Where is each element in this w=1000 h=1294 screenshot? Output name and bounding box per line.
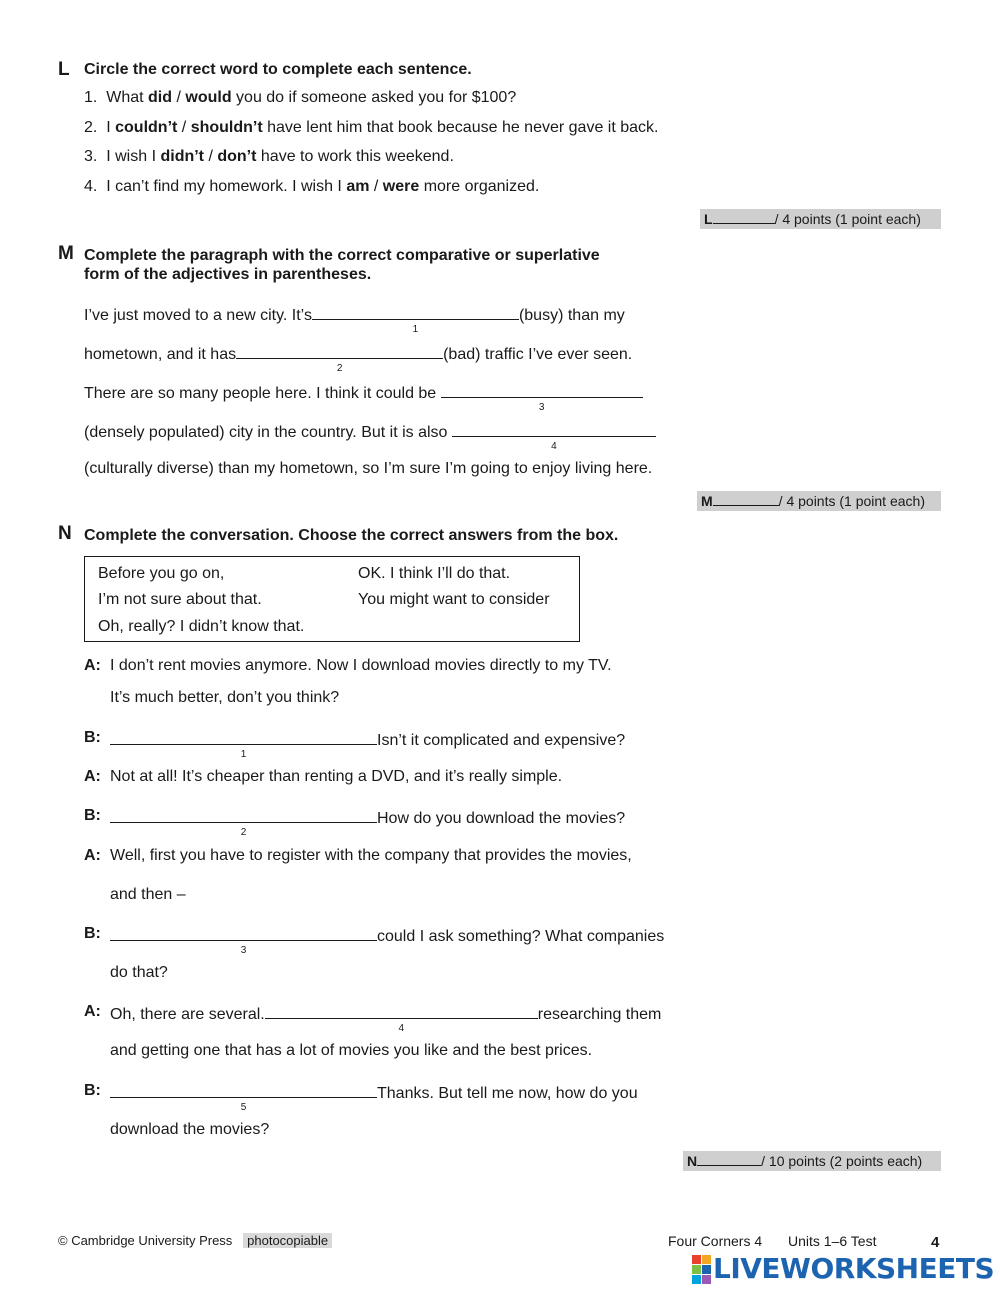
- blank-number: 4: [551, 441, 557, 452]
- score-text: / 4 points (1 point each): [774, 211, 921, 227]
- dialogue-a3-line1: Well, first you have to register with the company that provides the movies,: [110, 847, 632, 864]
- l-item-1: [84, 90, 516, 106]
- option-separator: /: [172, 89, 186, 106]
- item-number: 2.: [84, 119, 98, 136]
- item-number: 4.: [84, 178, 98, 195]
- item-post: have to work this weekend.: [256, 148, 454, 165]
- section-m-score: [697, 491, 941, 511]
- dialogue-a1-line1: I don’t rent movies anymore. Now I download movies directly to my TV.: [110, 657, 612, 674]
- dialogue-b1: [110, 730, 626, 760]
- footer-book-title: Four Corners 4: [668, 1233, 763, 1249]
- score-blank[interactable]: [713, 209, 775, 224]
- dialogue-a4-line2: and getting one that has a lot of movies you like and the best prices.: [110, 1042, 593, 1059]
- dialogue-text: How do you download the movies?: [377, 810, 626, 827]
- section-l-instruction: Circle the correct word to complete each sentence.: [84, 61, 472, 78]
- item-pre: I: [106, 119, 116, 136]
- item-pre: I wish I: [106, 148, 161, 165]
- dialogue-a4-line1: [110, 1004, 662, 1034]
- option-separator: /: [369, 178, 383, 195]
- item-post: have lent him that book because he never gave it back.: [262, 119, 659, 136]
- blank-number: 3: [538, 402, 545, 413]
- score-letter: N: [687, 1153, 698, 1169]
- section-n-score: [683, 1151, 941, 1171]
- paragraph-text: hometown, and it has: [84, 346, 237, 363]
- liveworksheets-logo-icon: [692, 1255, 711, 1284]
- speaker-b: B:: [84, 1082, 101, 1099]
- item-pre: I can’t find my homework. I wish I: [106, 178, 347, 195]
- footer-copyright: [58, 1234, 332, 1247]
- paragraph-text: There are so many people here. I think it could be: [84, 385, 441, 402]
- answer-blank-4[interactable]: [452, 422, 656, 452]
- box-option-oh-really[interactable]: Oh, really? I didn’t know that.: [98, 618, 305, 635]
- score-blank[interactable]: [697, 1151, 761, 1166]
- dialogue-a2: Not at all! It’s cheaper than renting a DVD, and it’s really simple.: [110, 768, 563, 785]
- item-number: 3.: [84, 148, 98, 165]
- l-item-3: [84, 149, 454, 165]
- answer-blank-n3[interactable]: [110, 926, 377, 956]
- m-line-2: [84, 344, 633, 374]
- speaker-b: B:: [84, 807, 101, 824]
- dialogue-text: Oh, there are several.: [110, 1006, 265, 1023]
- instruction-line-1: Complete the paragraph with the correct comparative or superlative: [84, 247, 600, 264]
- score-blank[interactable]: [713, 491, 779, 506]
- answer-blank-n4[interactable]: [265, 1004, 538, 1034]
- copyright-text: © Cambridge University Press: [58, 1233, 233, 1248]
- blank-number: 3: [240, 945, 247, 956]
- paragraph-text: (bad) traffic I’ve ever seen.: [443, 346, 633, 363]
- item-number: 1.: [84, 89, 98, 106]
- box-option-before-you-go-on[interactable]: Before you go on,: [98, 565, 225, 582]
- answer-blank-n2[interactable]: [110, 808, 377, 838]
- section-m-letter: M: [58, 243, 74, 264]
- dialogue-text: could I ask something? What companies: [377, 928, 665, 945]
- blank-number: 5: [240, 1102, 247, 1113]
- item-post: more organized.: [419, 178, 540, 195]
- dialogue-b3-line2: do that?: [110, 964, 168, 981]
- item-post: you do if someone asked you for $100?: [231, 89, 517, 106]
- l-item-2: [84, 120, 658, 136]
- option-am[interactable]: am: [346, 178, 370, 195]
- score-text: / 4 points (1 point each): [778, 493, 925, 509]
- dialogue-b4-line1: [110, 1083, 638, 1113]
- section-l-letter: L: [58, 59, 70, 80]
- dialogue-b3-line1: [110, 926, 665, 956]
- paragraph-text: I’ve just moved to a new city. It’s: [84, 307, 312, 324]
- answer-blank-3[interactable]: [441, 383, 643, 413]
- option-did[interactable]: did: [148, 89, 173, 106]
- dialogue-b4-line2: download the movies?: [110, 1121, 270, 1138]
- answer-blank-n1[interactable]: [110, 730, 377, 760]
- blank-number: 2: [240, 827, 247, 838]
- dialogue-a1-line2: It’s much better, don’t you think?: [110, 689, 340, 706]
- dialogue-text: Isn’t it complicated and expensive?: [377, 732, 626, 749]
- box-option-might-want[interactable]: You might want to consider: [358, 591, 550, 608]
- m-line-3: [84, 383, 643, 413]
- speaker-b: B:: [84, 925, 101, 942]
- speaker-a: A:: [84, 768, 101, 785]
- answer-blank-2[interactable]: [236, 344, 443, 374]
- option-separator: /: [177, 119, 191, 136]
- score-text: / 10 points (2 points each): [761, 1153, 923, 1169]
- section-l-score: [700, 209, 941, 229]
- score-letter: L: [704, 211, 713, 227]
- photocopiable-label: photocopiable: [243, 1233, 332, 1248]
- paragraph-text: (busy) than my: [518, 307, 625, 324]
- score-letter: M: [701, 493, 713, 509]
- section-n-instruction: Complete the conversation. Choose the correct answers from the box.: [84, 527, 619, 544]
- speaker-b: B:: [84, 729, 101, 746]
- item-pre: What: [106, 89, 149, 106]
- page-number: 4: [931, 1234, 940, 1251]
- m-line-5: (culturally diverse) than my hometown, so I’m sure I’m going to enjoy living here.: [84, 460, 653, 477]
- section-n-letter: N: [58, 523, 72, 544]
- liveworksheets-logo[interactable]: [692, 1252, 995, 1285]
- blank-number: 2: [336, 363, 343, 374]
- answer-blank-n5[interactable]: [110, 1083, 377, 1113]
- dialogue-text: researching them: [537, 1006, 662, 1023]
- dialogue-b2: [110, 808, 626, 838]
- blank-number: 4: [398, 1023, 405, 1034]
- blank-number: 1: [240, 749, 247, 760]
- l-item-4: [84, 179, 539, 195]
- option-would[interactable]: would: [185, 89, 232, 106]
- speaker-a: A:: [84, 1003, 101, 1020]
- option-were[interactable]: were: [382, 178, 420, 195]
- box-option-not-sure[interactable]: I’m not sure about that.: [98, 591, 262, 608]
- blank-number: 1: [412, 324, 419, 335]
- option-shouldnt[interactable]: shouldn’t: [190, 119, 263, 136]
- m-line-4: [84, 422, 656, 452]
- box-option-ok-do-that[interactable]: OK. I think I’ll do that.: [358, 565, 511, 582]
- dialogue-a3-line2: and then –: [110, 886, 186, 903]
- footer-test-name: Units 1–6 Test: [788, 1233, 877, 1249]
- option-couldnt[interactable]: couldn’t: [115, 119, 178, 136]
- speaker-a: A:: [84, 657, 101, 674]
- section-m-instruction: [84, 246, 600, 284]
- paragraph-text: (densely populated) city in the country. But it is also: [84, 424, 452, 441]
- liveworksheets-logo-text: LIVEWORKSHEETS: [713, 1252, 995, 1285]
- answer-blank-1[interactable]: [312, 305, 519, 335]
- speaker-a: A:: [84, 847, 101, 864]
- m-line-1: [84, 305, 625, 335]
- option-dont[interactable]: don’t: [217, 148, 257, 165]
- option-separator: /: [204, 148, 218, 165]
- dialogue-text: Thanks. But tell me now, how do you: [377, 1085, 638, 1102]
- instruction-line-2: form of the adjectives in parentheses.: [84, 266, 372, 283]
- option-didnt[interactable]: didn’t: [160, 148, 205, 165]
